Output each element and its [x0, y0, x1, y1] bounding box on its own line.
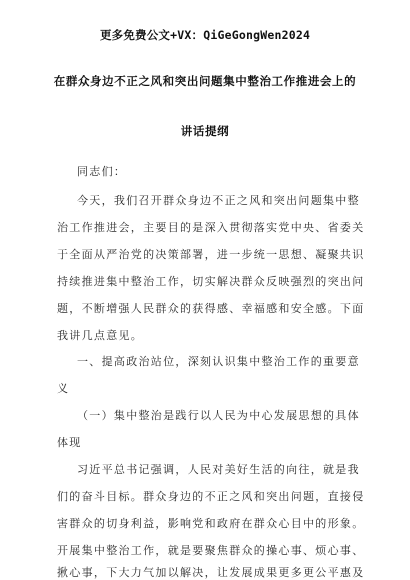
promo-banner: 更多免费公文+VX：QiGeGongWen2024: [99, 28, 311, 42]
section-heading-line: 一、提高政治站位，深刻认识集中整治工作的重要意: [77, 355, 360, 368]
document-title-line-1: 在群众身边不正之风和突出问题集中整治工作推进会上的: [53, 74, 357, 88]
paragraph-line: 习近平总书记强调，人民对美好生活的向往，就是我: [77, 463, 360, 476]
subsection-heading-line: （一）集中整治是践行以人民为中心发展思想的具体: [77, 409, 360, 422]
paragraph-line: 开展集中整治工作，就是要聚焦群众的操心事、烦心事、: [57, 544, 365, 557]
subsection-heading-line: 体现: [57, 436, 82, 449]
section-heading-line: 义: [57, 382, 70, 395]
salutation: 同志们：: [77, 165, 127, 178]
paragraph-line: 于全面从严治党的决策部署，进一步统一思想、凝聚共识: [57, 248, 365, 261]
paragraph-line: 题，不断增强人民群众的获得感、幸福感和安全感。下面: [57, 302, 365, 315]
paragraph-line: 今天，我们召开群众身边不正之风和突出问题集中整: [77, 194, 360, 207]
paragraph-line: 揪心事，下大力气加以解决，让发展成果更多更公平惠及: [57, 566, 365, 579]
document-title-line-2: 讲话提纲: [180, 124, 230, 138]
paragraph-line: 害群众的切身利益，影响党和政府在群众心目中的形象。: [57, 517, 365, 530]
paragraph-line: 治工作推进会，主要目的是深入贯彻落实党中央、省委关: [57, 221, 365, 234]
paragraph-line: 持续推进集中整治工作，切实解决群众反映强烈的突出问: [57, 275, 365, 288]
paragraph-line: 们的奋斗目标。群众身边的不正之风和突出问题，直接侵: [57, 490, 365, 503]
paragraph-line: 我讲几点意见。: [57, 329, 144, 342]
